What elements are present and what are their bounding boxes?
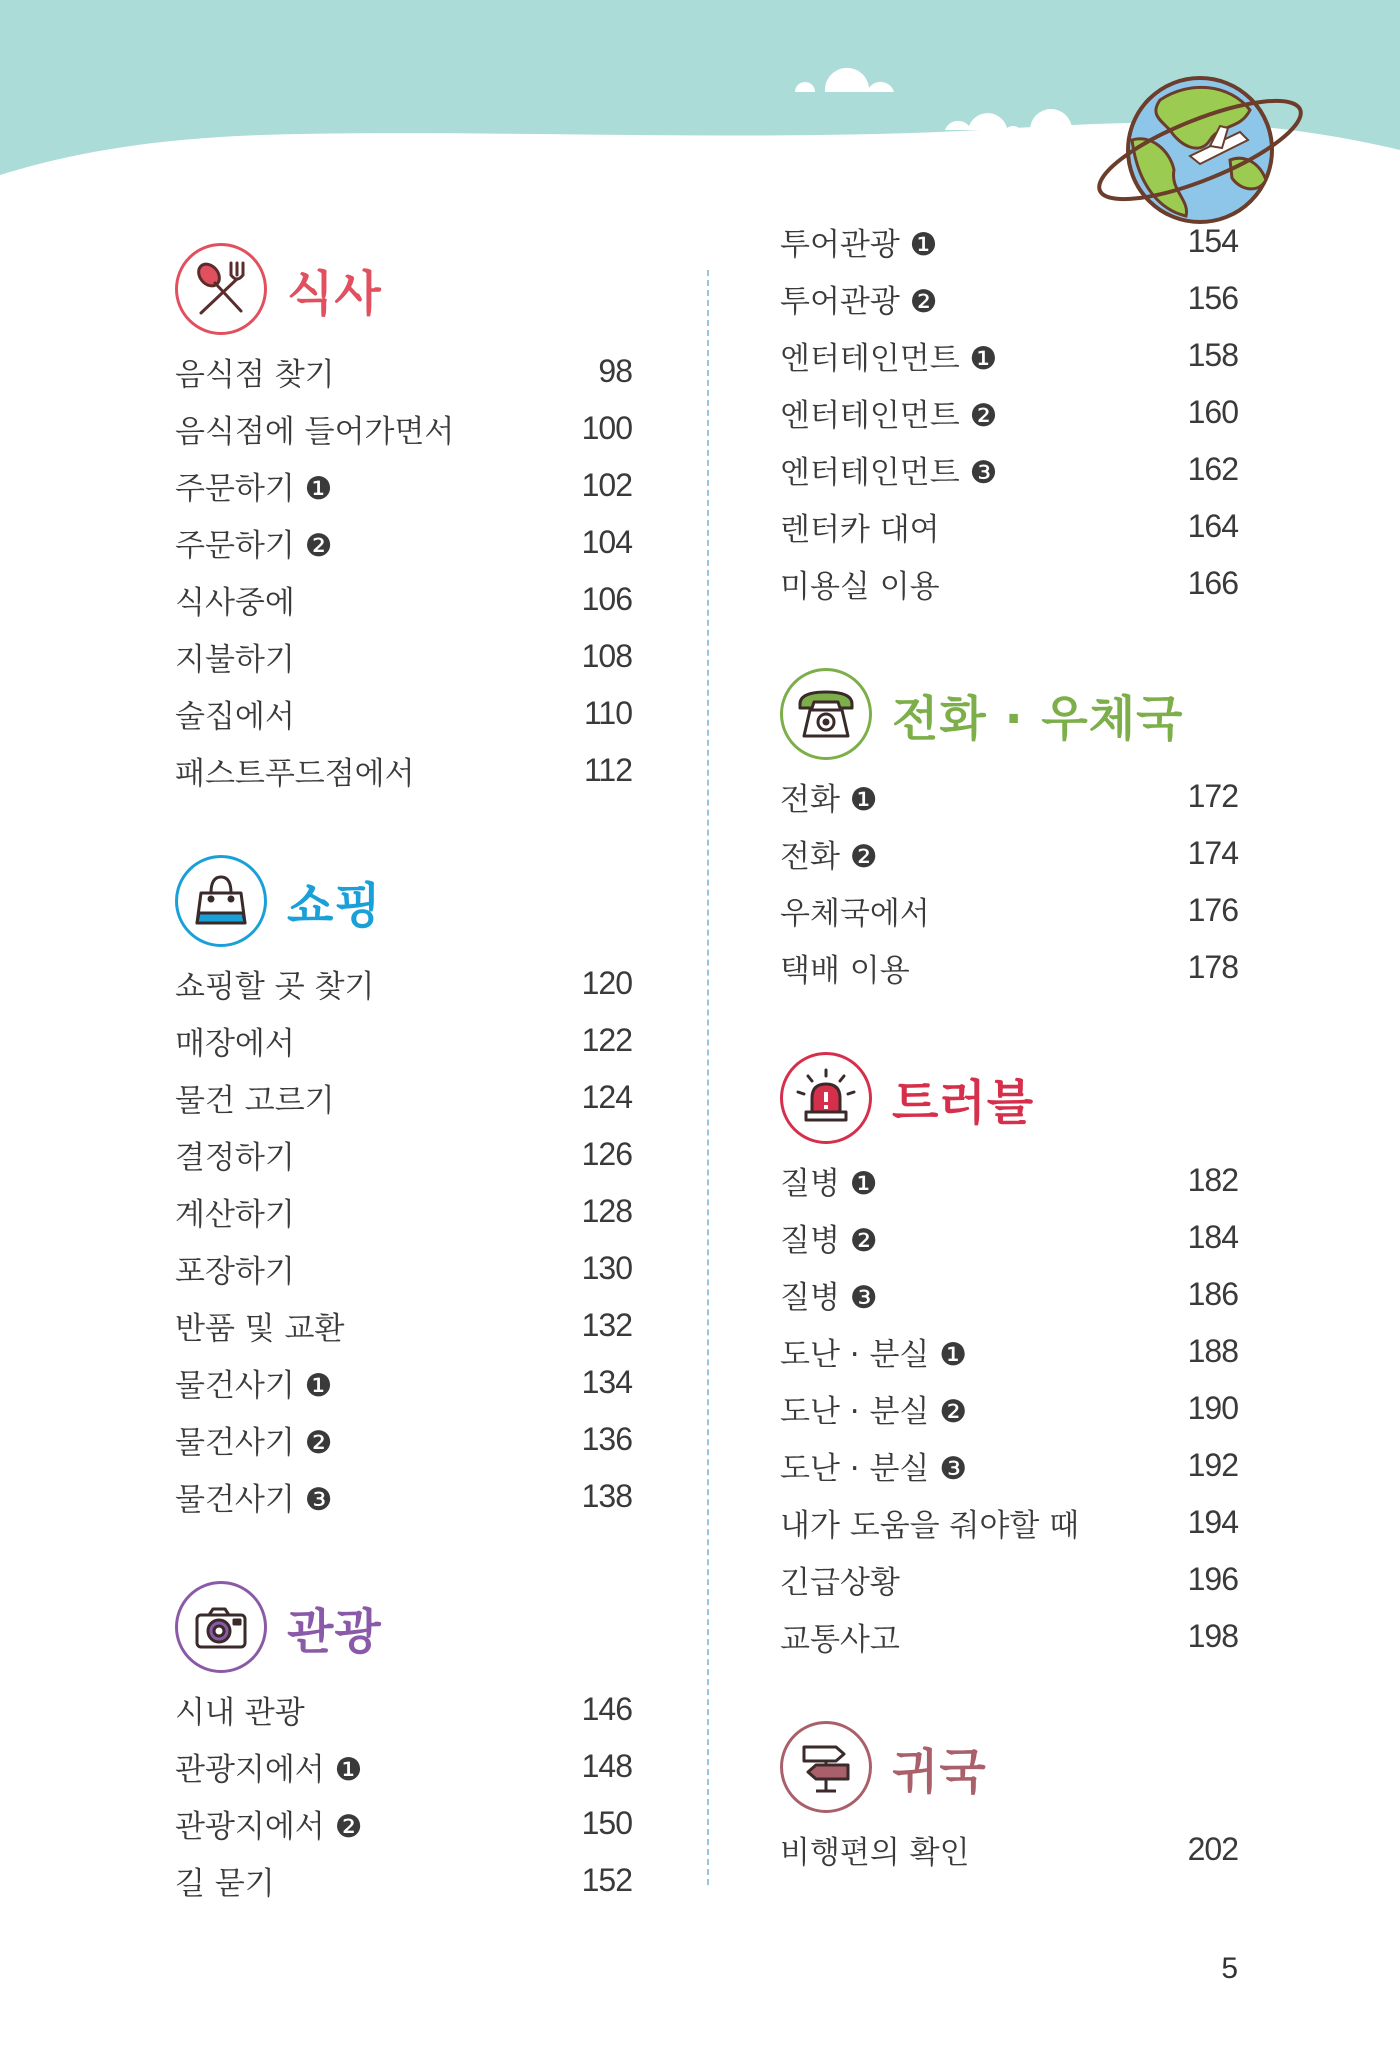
entry-list bbox=[175, 955, 632, 1525]
toc-entry[interactable]: 식사중에 106 bbox=[175, 581, 632, 621]
toc-entry[interactable]: 길 묻기 152 bbox=[175, 1862, 632, 1902]
toc-entry[interactable]: 음식점에 들어가면서 100 bbox=[175, 410, 632, 450]
toc-entry[interactable]: 질병 ❷ 184 bbox=[780, 1219, 1238, 1259]
shopping-bag-icon bbox=[175, 855, 267, 947]
toc-entry[interactable]: 매장에서 122 bbox=[175, 1022, 632, 1062]
section-title: 관광 bbox=[287, 1603, 382, 1660]
toc-entry[interactable]: 관광지에서 ❶ 148 bbox=[175, 1748, 632, 1788]
toc-entry[interactable]: 도난 · 분실 ❸ 192 bbox=[780, 1447, 1238, 1487]
section-header bbox=[175, 847, 632, 955]
page-number: 5 bbox=[1221, 1952, 1238, 1985]
toc-entry[interactable]: 지불하기 108 bbox=[175, 638, 632, 678]
section-header bbox=[780, 1044, 1238, 1152]
toc-entry[interactable]: 물건사기 ❷ 136 bbox=[175, 1421, 632, 1461]
toc-entry[interactable]: 물건 고르기 124 bbox=[175, 1079, 632, 1119]
toc-entry[interactable]: 패스트푸드점에서 112 bbox=[175, 752, 632, 792]
siren-icon bbox=[780, 1052, 872, 1144]
toc-entry[interactable]: 비행편의 확인 202 bbox=[780, 1831, 1238, 1871]
right-column bbox=[780, 223, 1238, 1926]
toc-entry[interactable]: 긴급상황 196 bbox=[780, 1561, 1238, 1601]
toc-entry[interactable]: 관광지에서 ❷ 150 bbox=[175, 1805, 632, 1845]
section-meal bbox=[175, 235, 632, 799]
entry-list bbox=[175, 1681, 632, 1909]
header-banner bbox=[0, 0, 1400, 240]
toc-entry[interactable]: 도난 · 분실 ❷ 190 bbox=[780, 1390, 1238, 1430]
section-title: 식사 bbox=[287, 265, 382, 322]
toc-entry[interactable]: 택배 이용 178 bbox=[780, 949, 1238, 989]
section-return bbox=[780, 1713, 1238, 1878]
fork-spoon-icon bbox=[175, 243, 267, 335]
toc-entry[interactable]: 주문하기 ❶ 102 bbox=[175, 467, 632, 507]
section-title: 귀국 bbox=[892, 1743, 987, 1800]
toc-entry[interactable]: 엔터테인먼트 ❷ 160 bbox=[780, 394, 1238, 434]
telephone-icon bbox=[780, 668, 872, 760]
toc-entry[interactable]: 전화 ❶ 172 bbox=[780, 778, 1238, 818]
entry-list bbox=[780, 213, 1238, 612]
toc-entry[interactable]: 반품 및 교환 132 bbox=[175, 1307, 632, 1347]
section-phone bbox=[780, 660, 1238, 996]
toc-entry[interactable]: 물건사기 ❶ 134 bbox=[175, 1364, 632, 1404]
section-tour-continued bbox=[780, 213, 1238, 612]
toc-entry[interactable]: 질병 ❸ 186 bbox=[780, 1276, 1238, 1316]
toc-entry[interactable]: 포장하기 130 bbox=[175, 1250, 632, 1290]
toc-entry[interactable]: 투어관광 ❷ 156 bbox=[780, 280, 1238, 320]
toc-entry[interactable]: 결정하기 126 bbox=[175, 1136, 632, 1176]
toc-entry[interactable]: 도난 · 분실 ❶ 188 bbox=[780, 1333, 1238, 1373]
entry-list bbox=[780, 1152, 1238, 1665]
section-title: 트러블 bbox=[892, 1074, 1035, 1131]
section-header bbox=[780, 660, 1238, 768]
toc-entry[interactable]: 시내 관광 146 bbox=[175, 1691, 632, 1731]
section-tour bbox=[175, 1573, 632, 1909]
entry-list bbox=[175, 343, 632, 799]
section-title: 쇼핑 bbox=[287, 877, 382, 934]
toc-entry[interactable]: 내가 도움을 줘야할 때 194 bbox=[780, 1504, 1238, 1544]
section-header bbox=[175, 235, 632, 343]
left-column bbox=[175, 235, 632, 1957]
entry-list bbox=[780, 1821, 1238, 1878]
toc-entry[interactable]: 계산하기 128 bbox=[175, 1193, 632, 1233]
toc-entry[interactable]: 음식점 찾기 98 bbox=[175, 353, 632, 393]
toc-entry[interactable]: 우체국에서 176 bbox=[780, 892, 1238, 932]
toc-entry[interactable]: 미용실 이용 166 bbox=[780, 565, 1238, 605]
column-divider bbox=[707, 270, 709, 1885]
toc-entry[interactable]: 물건사기 ❸ 138 bbox=[175, 1478, 632, 1518]
signpost-icon bbox=[780, 1721, 872, 1813]
section-trouble bbox=[780, 1044, 1238, 1665]
section-title: 전화 · 우체국 bbox=[892, 690, 1184, 747]
entry-list bbox=[780, 768, 1238, 996]
camera-icon bbox=[175, 1581, 267, 1673]
toc-entry[interactable]: 교통사고 198 bbox=[780, 1618, 1238, 1658]
toc-entry[interactable]: 엔터테인먼트 ❶ 158 bbox=[780, 337, 1238, 377]
toc-entry[interactable]: 쇼핑할 곳 찾기 120 bbox=[175, 965, 632, 1005]
section-header bbox=[175, 1573, 632, 1681]
toc-entry[interactable]: 주문하기 ❷ 104 bbox=[175, 524, 632, 564]
toc-entry[interactable]: 전화 ❷ 174 bbox=[780, 835, 1238, 875]
section-shopping bbox=[175, 847, 632, 1525]
toc-entry[interactable]: 투어관광 ❶ 154 bbox=[780, 223, 1238, 263]
toc-entry[interactable]: 엔터테인먼트 ❸ 162 bbox=[780, 451, 1238, 491]
toc-entry[interactable]: 술집에서 110 bbox=[175, 695, 632, 735]
toc-entry[interactable]: 질병 ❶ 182 bbox=[780, 1162, 1238, 1202]
toc-entry[interactable]: 렌터카 대여 164 bbox=[780, 508, 1238, 548]
section-header bbox=[780, 1713, 1238, 1821]
